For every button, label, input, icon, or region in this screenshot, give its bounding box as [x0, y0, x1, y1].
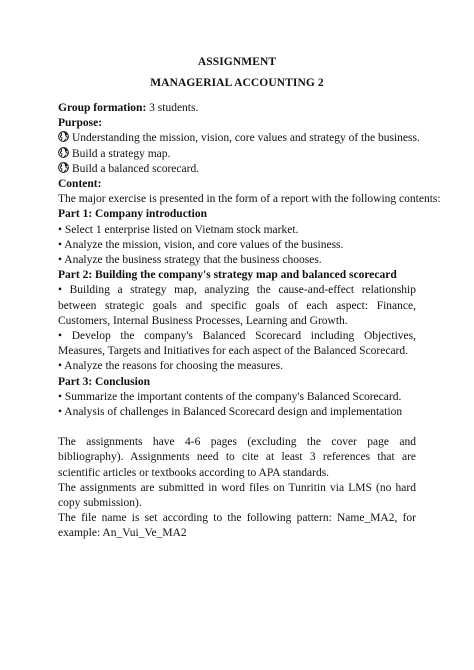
part2-item: • Building a strategy map, analyzing the cause-and-effect relationship between strategic goals and specific goals of each aspect: Finance, Customers, Internal Business Processes, Learning and Growth.	[58, 284, 416, 327]
purpose-item	[58, 131, 420, 146]
part1-item: • Analyze the mission, vision, and core values of the business.	[58, 238, 344, 251]
content-heading: Content:	[58, 178, 102, 191]
purpose-item	[58, 162, 416, 177]
globe-icon	[58, 162, 69, 173]
filename-paragraph: The file name is set according to the following pattern: Name_MA2, for example: An_Vui_Ve_MA2	[58, 512, 416, 540]
paragraph-spacer	[58, 420, 416, 435]
assignment-title: ASSIGNMENT	[197, 56, 277, 68]
part3-heading: Part 3: Conclusion	[58, 375, 150, 388]
part2-item: • Analyze the reasons for choosing the measures.	[58, 360, 284, 373]
content-intro: The major exercise is presented in the form of a report with the following contents:	[58, 193, 441, 206]
group-formation-value: 3 students.	[146, 102, 199, 114]
document-body	[58, 101, 441, 542]
purpose-item-text: Build a balanced scorecard.	[72, 162, 200, 175]
part1-item: • Select 1 enterprise listed on Vietnam stock market.	[58, 223, 299, 236]
part2-heading: Part 2: Building the company's strategy map and balanced scorecard	[58, 269, 397, 282]
part1-item: • Analyze the business strategy that the business chooses.	[58, 254, 322, 267]
group-formation-line	[58, 101, 416, 116]
course-title: MANAGERIAL ACCOUNTING 2	[150, 77, 324, 89]
requirements-paragraph: The assignments have 4-6 pages (excluding the cover page and bibliography). Assignments need to cite at least 3 references that are scientific articles or textbooks according to APA standards.	[58, 436, 416, 479]
part3-item: • Summarize the important contents of the company's Balanced Scorecard.	[58, 390, 402, 403]
purpose-item	[58, 147, 416, 162]
part2-item: • Develop the company's Balanced Scorecard including Objectives, Measures, Targets and Initiatives for each aspect of the Balanced Scorecard.	[58, 330, 416, 358]
globe-icon	[58, 131, 69, 142]
purpose-item-text: Build a strategy map.	[72, 147, 171, 160]
purpose-item-text: Understanding the mission, vision, core values and strategy of the business.	[72, 132, 420, 145]
group-formation-label: Group formation:	[58, 102, 147, 114]
part3-item: • Analysis of challenges in Balanced Scorecard design and implementation	[58, 406, 403, 419]
part1-heading: Part 1: Company introduction	[58, 208, 207, 221]
purpose-heading: Purpose:	[58, 117, 103, 130]
globe-icon	[58, 147, 69, 158]
submission-paragraph: The assignments are submitted in word files on Tunritin via LMS (no hard copy submission).	[58, 481, 416, 510]
